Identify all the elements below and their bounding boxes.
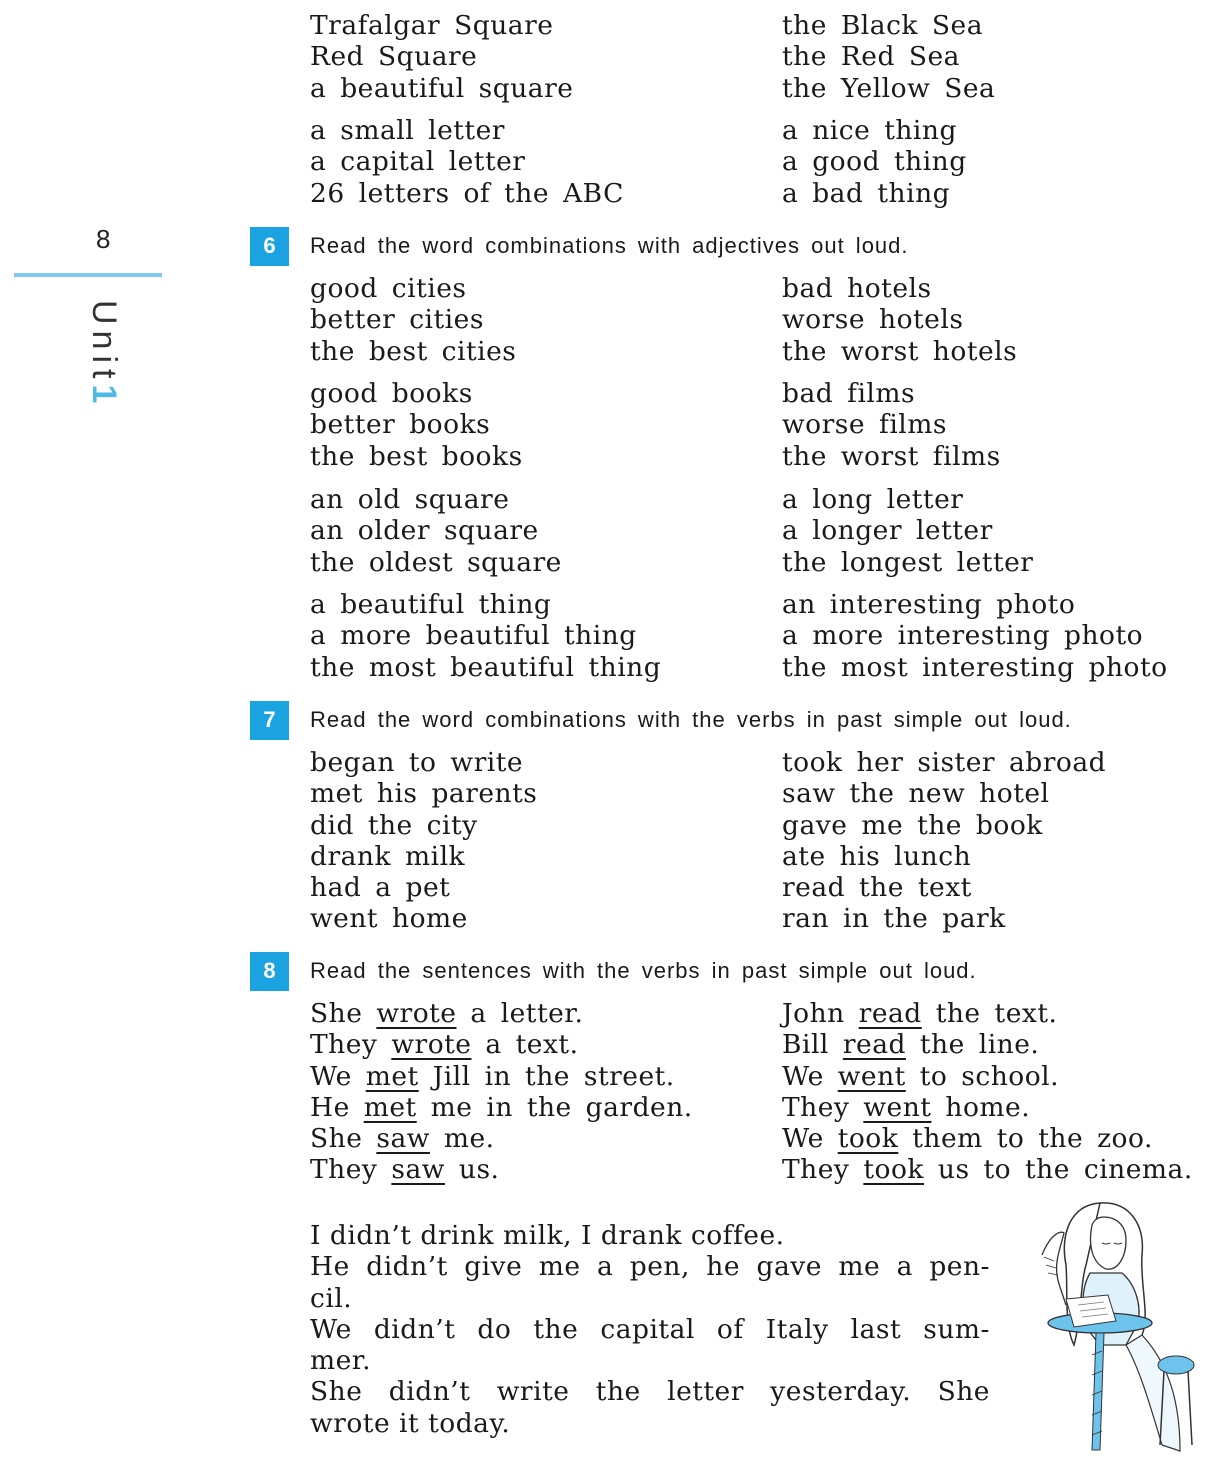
word-combination: gave me the book bbox=[782, 809, 1043, 841]
unit-word: Unit bbox=[85, 300, 123, 385]
word-column-left bbox=[310, 378, 782, 472]
exercise-instruction: Read the sentences with the verbs in past simple out loud. bbox=[310, 958, 977, 983]
paragraph-line: mer. bbox=[310, 1345, 371, 1377]
word-combination: the best books bbox=[310, 440, 523, 472]
sentence: Bill read the line. bbox=[782, 1029, 1040, 1061]
word-combination: a more beautiful thing bbox=[310, 620, 637, 652]
word-combination: bad films bbox=[782, 378, 916, 409]
unit-divider bbox=[14, 273, 162, 277]
word-combination: the worst hotels bbox=[782, 335, 1018, 367]
word-combination: bad hotels bbox=[782, 273, 932, 304]
exercise-6-header bbox=[250, 227, 909, 265]
word-combination: had a pet bbox=[310, 872, 451, 904]
word-combination: good cities bbox=[310, 273, 467, 304]
word-group bbox=[310, 378, 1190, 472]
word-combination: began to write bbox=[310, 747, 524, 778]
sentence-column-right bbox=[782, 998, 1202, 1186]
word-combination: the most interesting photo bbox=[782, 651, 1168, 683]
word-group bbox=[310, 115, 1190, 209]
word-combination: a beautiful thing bbox=[310, 589, 552, 620]
word-combination: did the city bbox=[310, 809, 478, 841]
word-column-right bbox=[782, 115, 1202, 209]
word-combination: a beautiful square bbox=[310, 72, 574, 104]
word-combination: took her sister abroad bbox=[782, 747, 1107, 778]
underlined-verb: went bbox=[837, 1060, 906, 1092]
word-combination: the worst films bbox=[782, 440, 1001, 472]
word-combination: Trafalgar Square bbox=[310, 10, 554, 41]
word-column-right bbox=[782, 484, 1202, 578]
exercise-7-header bbox=[250, 701, 1072, 739]
word-combination: went home bbox=[310, 903, 468, 935]
word-combination: the longest letter bbox=[782, 546, 1034, 578]
word-column-left bbox=[310, 273, 782, 367]
sentence: They saw us. bbox=[310, 1154, 500, 1186]
sentence: She saw me. bbox=[310, 1123, 495, 1155]
word-combination: an older square bbox=[310, 515, 539, 547]
sentence: We took them to the zoo. bbox=[782, 1123, 1153, 1155]
paragraph-line: wrote it today. bbox=[310, 1407, 511, 1439]
underlined-verb: took bbox=[837, 1123, 899, 1155]
sentence: We met Jill in the street. bbox=[310, 1060, 675, 1092]
word-column-right bbox=[782, 589, 1202, 683]
word-column-right bbox=[782, 10, 1202, 104]
word-group bbox=[310, 10, 1190, 104]
word-column-right bbox=[782, 378, 1202, 472]
word-combination: Red Square bbox=[310, 41, 478, 73]
word-combination: met his parents bbox=[310, 778, 538, 810]
exercise-number-badge: 6 bbox=[250, 227, 289, 266]
sentence: They wrote a text. bbox=[310, 1029, 579, 1061]
word-combination: the Red Sea bbox=[782, 41, 960, 73]
word-combination: a good thing bbox=[782, 146, 967, 178]
sentence: John read the text. bbox=[782, 998, 1058, 1029]
underlined-verb: took bbox=[863, 1154, 924, 1186]
paragraph-line: I didn’t drink milk, I drank coffee. bbox=[310, 1220, 785, 1251]
girl-writing-illustration bbox=[1030, 1195, 1200, 1465]
sentence: They took us to the cinema. bbox=[782, 1154, 1193, 1186]
paragraph-line: We didn’t do the capital of Italy last sum- bbox=[310, 1313, 990, 1345]
underlined-verb: went bbox=[863, 1091, 932, 1123]
word-combination: an interesting photo bbox=[782, 589, 1076, 620]
exercise-instruction: Read the word combinations with adjectives out loud. bbox=[310, 233, 909, 258]
underlined-verb: saw bbox=[376, 1123, 430, 1155]
sentence-group bbox=[310, 998, 1193, 1186]
word-combination: an old square bbox=[310, 484, 510, 515]
word-group bbox=[310, 273, 1190, 367]
word-column-left bbox=[310, 484, 782, 578]
underlined-verb: met bbox=[365, 1060, 419, 1092]
underlined-verb: met bbox=[363, 1091, 417, 1123]
word-combination: 26 letters of the ABC bbox=[310, 177, 624, 209]
word-combination: saw the new hotel bbox=[782, 778, 1050, 810]
sentence-column-left bbox=[310, 998, 782, 1186]
word-combination: better cities bbox=[310, 304, 484, 336]
word-combination: the most beautiful thing bbox=[310, 651, 662, 683]
exercise-number-badge: 8 bbox=[250, 952, 289, 991]
underlined-verb: wrote bbox=[376, 998, 457, 1029]
sentence: We went to school. bbox=[782, 1060, 1060, 1092]
sentence: They went home. bbox=[782, 1091, 1031, 1123]
word-combination: better books bbox=[310, 409, 491, 441]
word-combination: a more interesting photo bbox=[782, 620, 1144, 652]
word-combination: drank milk bbox=[310, 840, 466, 872]
word-column-left bbox=[310, 10, 782, 104]
word-combination: a nice thing bbox=[782, 115, 957, 146]
sentence: He met me in the garden. bbox=[310, 1091, 693, 1123]
underlined-verb: read bbox=[858, 998, 922, 1029]
exercise-instruction: Read the word combinations with the verbs in past simple out loud. bbox=[310, 707, 1072, 732]
word-combination: a small letter bbox=[310, 115, 505, 146]
word-combination: the Black Sea bbox=[782, 10, 984, 41]
sentence: She wrote a letter. bbox=[310, 998, 584, 1029]
underlined-verb: wrote bbox=[391, 1029, 472, 1061]
word-combination: ate his lunch bbox=[782, 840, 972, 872]
underlined-verb: read bbox=[842, 1029, 906, 1061]
word-group bbox=[310, 484, 1190, 578]
word-column-right bbox=[782, 747, 1202, 935]
example-paragraph bbox=[310, 1220, 990, 1439]
word-group bbox=[310, 747, 1190, 935]
paragraph-line: She didn’t write the letter yesterday. She bbox=[310, 1376, 990, 1408]
unit-label bbox=[87, 300, 121, 409]
word-column-left bbox=[310, 747, 782, 935]
word-combination: worse films bbox=[782, 409, 947, 441]
word-combination: good books bbox=[310, 378, 473, 409]
word-combination: worse hotels bbox=[782, 304, 964, 336]
word-combination: read the text bbox=[782, 872, 972, 904]
word-column-left bbox=[310, 589, 782, 683]
unit-number: 1 bbox=[85, 384, 123, 410]
word-combination: the best cities bbox=[310, 335, 517, 367]
paragraph-line: cil. bbox=[310, 1282, 353, 1314]
exercise-number-badge: 7 bbox=[250, 701, 289, 740]
word-combination: ran in the park bbox=[782, 903, 1006, 935]
word-column-right bbox=[782, 273, 1202, 367]
word-combination: the oldest square bbox=[310, 546, 562, 578]
word-combination: a long letter bbox=[782, 484, 964, 515]
underlined-verb: saw bbox=[391, 1154, 445, 1186]
word-column-left bbox=[310, 115, 782, 209]
exercise-8-header bbox=[250, 952, 977, 990]
word-combination: a bad thing bbox=[782, 177, 951, 209]
word-combination: a capital letter bbox=[310, 146, 526, 178]
page-number: 8 bbox=[96, 224, 111, 254]
paragraph-line: He didn’t give me a pen, he gave me a pen- bbox=[310, 1251, 990, 1283]
word-combination: the Yellow Sea bbox=[782, 72, 996, 104]
word-group bbox=[310, 589, 1190, 683]
word-combination: a longer letter bbox=[782, 515, 993, 547]
